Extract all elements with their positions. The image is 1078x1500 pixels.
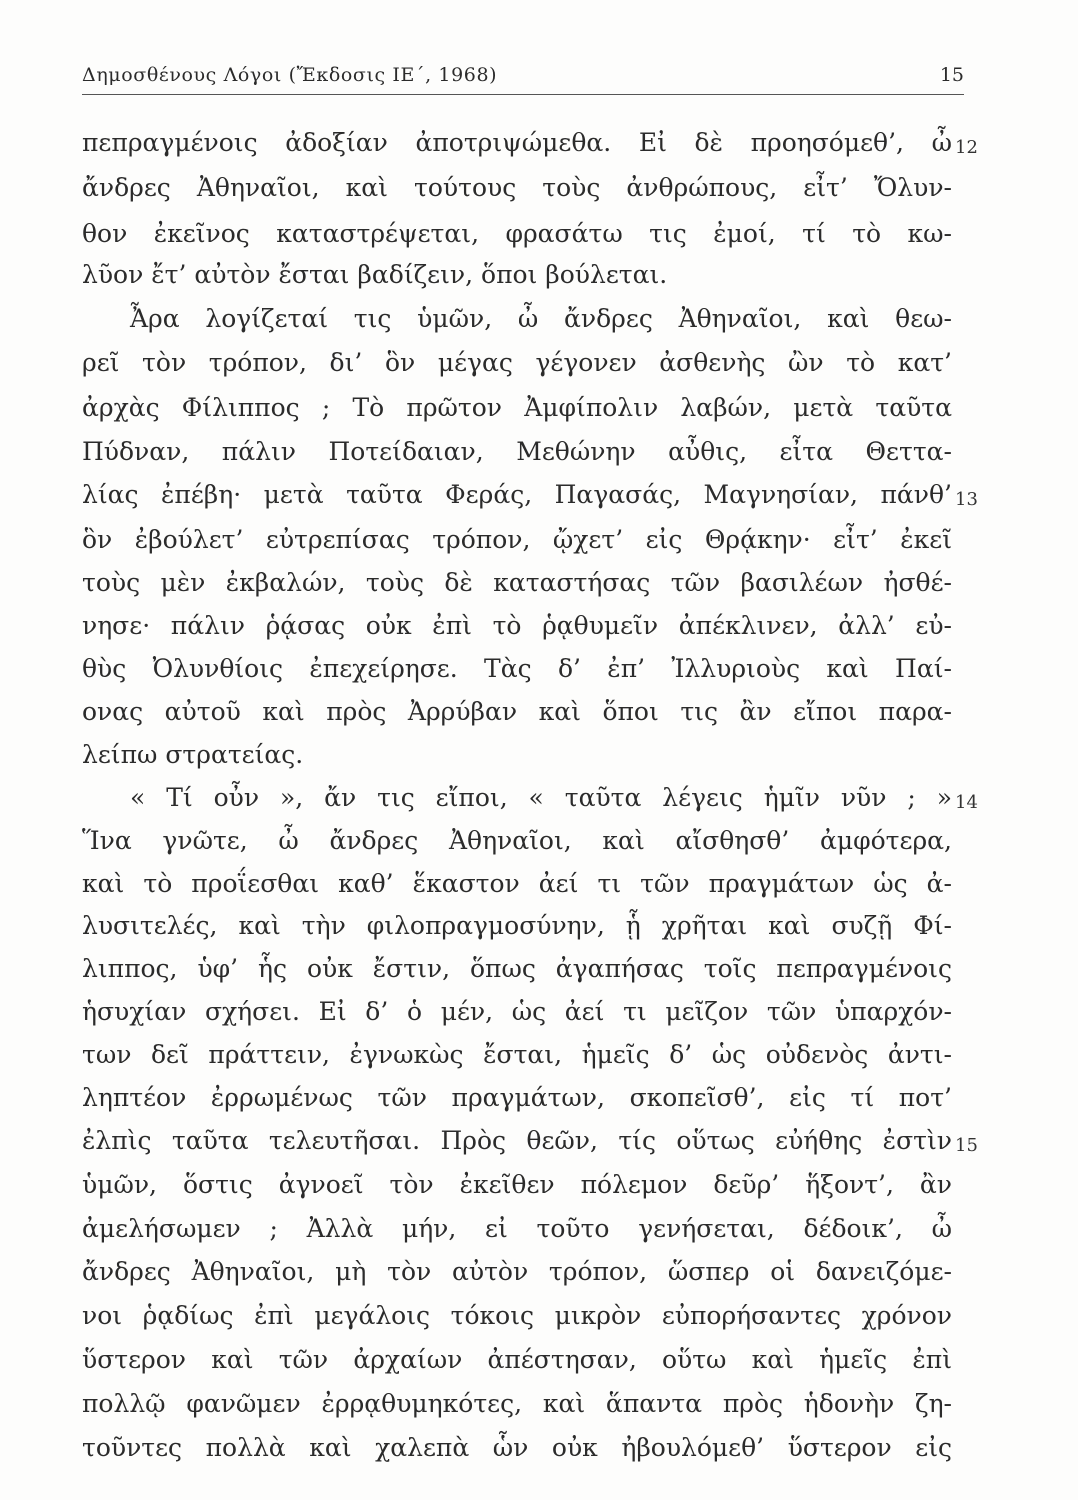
text-line: ὕστερον καὶ τῶν ἀρχαίων ἀπέστησαν, οὕτω καὶ ἡμεῖς ἐπὶ [82, 1345, 952, 1374]
text-line: ληπτέον ἐρρωμένως τῶν πραγμάτων, σκοπεῖσθ’, εἰς τί ποτ’ [82, 1083, 952, 1112]
text-line: ὑμῶν, ὅστις ἀγνοεῖ τὸν ἐκεῖθεν πόλεμον δεῦρ’ ἥξοντ’, ἂν [82, 1170, 952, 1199]
running-header [82, 64, 964, 95]
text-line: ἀμελήσωμεν ; Ἀλλὰ μήν, εἰ τοῦτο γενήσεται, δέδοικ’, ὦ [82, 1214, 952, 1243]
text-line: πεπραγμένοις ἀδοξίαν ἀποτριψώμεθα. Εἰ δὲ προησόμεθ’, ὦ [82, 128, 952, 157]
text-line: ἄνδρες Ἀθηναῖοι, καὶ τούτους τοὺς ἀνθρώπους, εἶτ’ Ὄλυν- [82, 173, 952, 202]
text-line: λυσιτελές, καὶ τὴν φιλοπραγμοσύνην, ᾗ χρῆται καὶ συζῇ Φί- [82, 911, 952, 940]
section-number: 12 [955, 137, 978, 158]
text-line: « Τί οὖν », ἄν τις εἴποι, « ταῦτα λέγεις ἡμῖν νῦν ; » [130, 783, 952, 812]
text-line: νησε· πάλιν ῥᾴσας οὐκ ἐπὶ τὸ ῥᾳθυμεῖν ἀπέκλινεν, ἀλλ’ εὐ- [82, 611, 952, 640]
section-number: 13 [955, 489, 978, 510]
text-line: λείπω στρατείας. [82, 740, 304, 769]
text-line: λίας ἐπέβη· μετὰ ταῦτα Φεράς, Παγασάς, Μαγνησίαν, πάνθ’ [82, 480, 952, 509]
text-line: πολλῷ φανῶμεν ἐρρᾳθυμηκότες, καὶ ἅπαντα πρὸς ἡδονὴν ζη- [82, 1389, 952, 1418]
text-line: ὃν ἐβούλετ’ εὐτρεπίσας τρόπον, ᾤχετ’ εἰς Θρᾴκην· εἶτ’ ἐκεῖ [82, 525, 952, 554]
text-line: θὺς Ὀλυνθίοις ἐπεχείρησε. Τὰς δ’ ἐπ’ Ἰλλυριοὺς καὶ Παί- [82, 654, 952, 683]
section-number: 15 [955, 1135, 978, 1156]
text-line: θον ἐκεῖνος καταστρέψεται, φρασάτω τις ἐμοί, τί τὸ κω- [82, 219, 952, 248]
text-line: ἡσυχίαν σχήσει. Εἰ δ’ ὁ μέν, ὡς ἀεί τι μεῖζον τῶν ὑπαρχόν- [82, 997, 952, 1026]
text-line: των δεῖ πράττειν, ἐγνωκὼς ἔσται, ἡμεῖς δ’ ὡς οὐδενὸς ἀντι- [82, 1040, 952, 1069]
text-line: λιππος, ὑφ’ ἧς οὐκ ἔστιν, ὅπως ἀγαπήσας τοῖς πεπραγμένοις [82, 954, 952, 983]
text-line: ρεῖ τὸν τρόπον, δι’ ὃν μέγας γέγονεν ἀσθενὴς ὢν τὸ κατ’ [82, 348, 952, 377]
text-line: Ἆρα λογίζεταί τις ὑμῶν, ὦ ἄνδρες Ἀθηναῖοι, καὶ θεω- [130, 304, 952, 333]
text-line: ἀρχὰς Φίλιππος ; Τὸ πρῶτον Ἀμφίπολιν λαβών, μετὰ ταῦτα [82, 393, 952, 422]
text-line: ἄνδρες Ἀθηναῖοι, μὴ τὸν αὐτὸν τρόπον, ὥσπερ οἱ δανειζόμε- [82, 1257, 952, 1286]
text-line: τοῦντες πολλὰ καὶ χαλεπὰ ὧν οὐκ ἠβουλόμεθ’ ὕστερον εἰς [82, 1433, 952, 1462]
section-number: 14 [955, 792, 978, 813]
text-line: ονας αὐτοῦ καὶ πρὸς Ἀρρύβαν καὶ ὅποι τις ἂν εἴποι παρα- [82, 697, 952, 726]
text-line: Πύδναν, πάλιν Ποτείδαιαν, Μεθώνην αὖθις, εἶτα Θεττα- [82, 437, 952, 466]
text-line: τοὺς μὲν ἐκβαλών, τοὺς δὲ καταστήσας τῶν βασιλέων ἠσθέ- [82, 568, 952, 597]
page-number: 15 [939, 64, 964, 86]
text-line: Ἵνα γνῶτε, ὦ ἄνδρες Ἀθηναῖοι, καὶ αἴσθησθ’ ἀμφότερα, [82, 826, 952, 855]
text-line: νοι ῥᾳδίως ἐπὶ μεγάλοις τόκοις μικρὸν εὐπορήσαντες χρόνον [82, 1301, 952, 1330]
text-line: λῦον ἔτ’ αὐτὸν ἔσται βαδίζειν, ὅποι βούλεται. [82, 260, 668, 289]
running-title: Δημοσθένους Λόγοι (Ἔκδοσις ΙΕ΄, 1968) [82, 64, 498, 86]
text-line: ἐλπὶς ταῦτα τελευτῆσαι. Πρὸς θεῶν, τίς οὕτως εὐήθης ἐστὶν [82, 1126, 952, 1155]
text-line: καὶ τὸ προΐεσθαι καθ’ ἕκαστον ἀεί τι τῶν πραγμάτων ὡς ἀ- [82, 869, 952, 898]
